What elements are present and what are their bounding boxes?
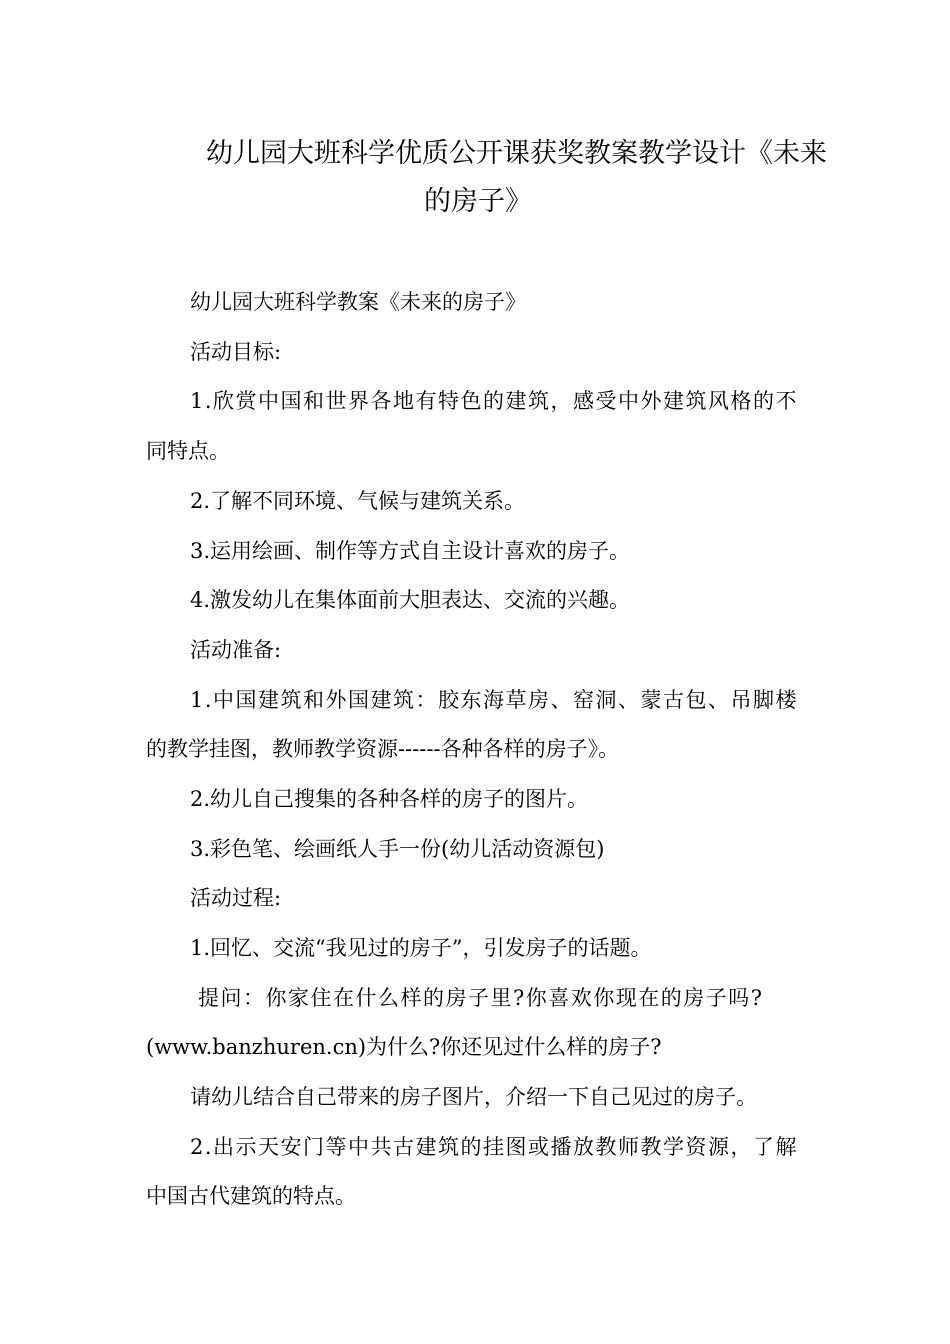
paragraph-line: 中国古代建筑的特点。 bbox=[146, 1184, 356, 1208]
paragraph-line: 2.出示天安门等中共古建筑的挂图或播放教师教学资源，了解 bbox=[190, 1135, 799, 1159]
paragraph-line: 的教学挂图，教师教学资源------各种各样的房子》。 bbox=[146, 737, 620, 761]
paragraph-line: 1.欣赏中国和世界各地有特色的建筑，感受中外建筑风格的不 bbox=[190, 389, 799, 413]
paragraph-line: 3.彩色笔、绘画纸人手一份(幼儿活动资源包) bbox=[190, 837, 605, 861]
paragraph-line: 同特点。 bbox=[146, 439, 230, 463]
document-title-line-1: 幼儿园大班科学优质公开课获奖教案教学设计《未来 bbox=[206, 138, 827, 169]
paragraph-line: 提问：你家住在什么样的房子里?你喜欢你现在的房子吗? bbox=[198, 986, 764, 1010]
document-title-line-2: 的房子》 bbox=[424, 186, 532, 217]
section-heading-goals: 活动目标: bbox=[190, 340, 282, 364]
paragraph-line: 请幼儿结合自己带来的房子图片，介绍一下自己见过的房子。 bbox=[190, 1085, 757, 1109]
section-heading-process: 活动过程: bbox=[190, 886, 282, 910]
paragraph-line: 1.回忆、交流“我见过的房子”，引发房子的话题。 bbox=[190, 936, 652, 960]
section-heading-preparation: 活动准备: bbox=[190, 638, 282, 662]
paragraph-line: 4.激发幼儿在集体面前大胆表达、交流的兴趣。 bbox=[190, 588, 631, 612]
paragraph-line: 2.了解不同环境、气候与建筑关系。 bbox=[190, 489, 526, 513]
subtitle: 幼儿园大班科学教案《未来的房子》 bbox=[190, 290, 526, 314]
paragraph-line: 2.幼儿自己搜集的各种各样的房子的图片。 bbox=[190, 787, 589, 811]
paragraph-line: (www.banzhuren.cn)为什么?你还见过什么样的房子? bbox=[146, 1035, 662, 1059]
paragraph-line: 3.运用绘画、制作等方式自主设计喜欢的房子。 bbox=[190, 539, 631, 563]
paragraph-line: 1.中国建筑和外国建筑：胶东海草房、窑洞、蒙古包、吊脚楼 bbox=[190, 688, 799, 712]
